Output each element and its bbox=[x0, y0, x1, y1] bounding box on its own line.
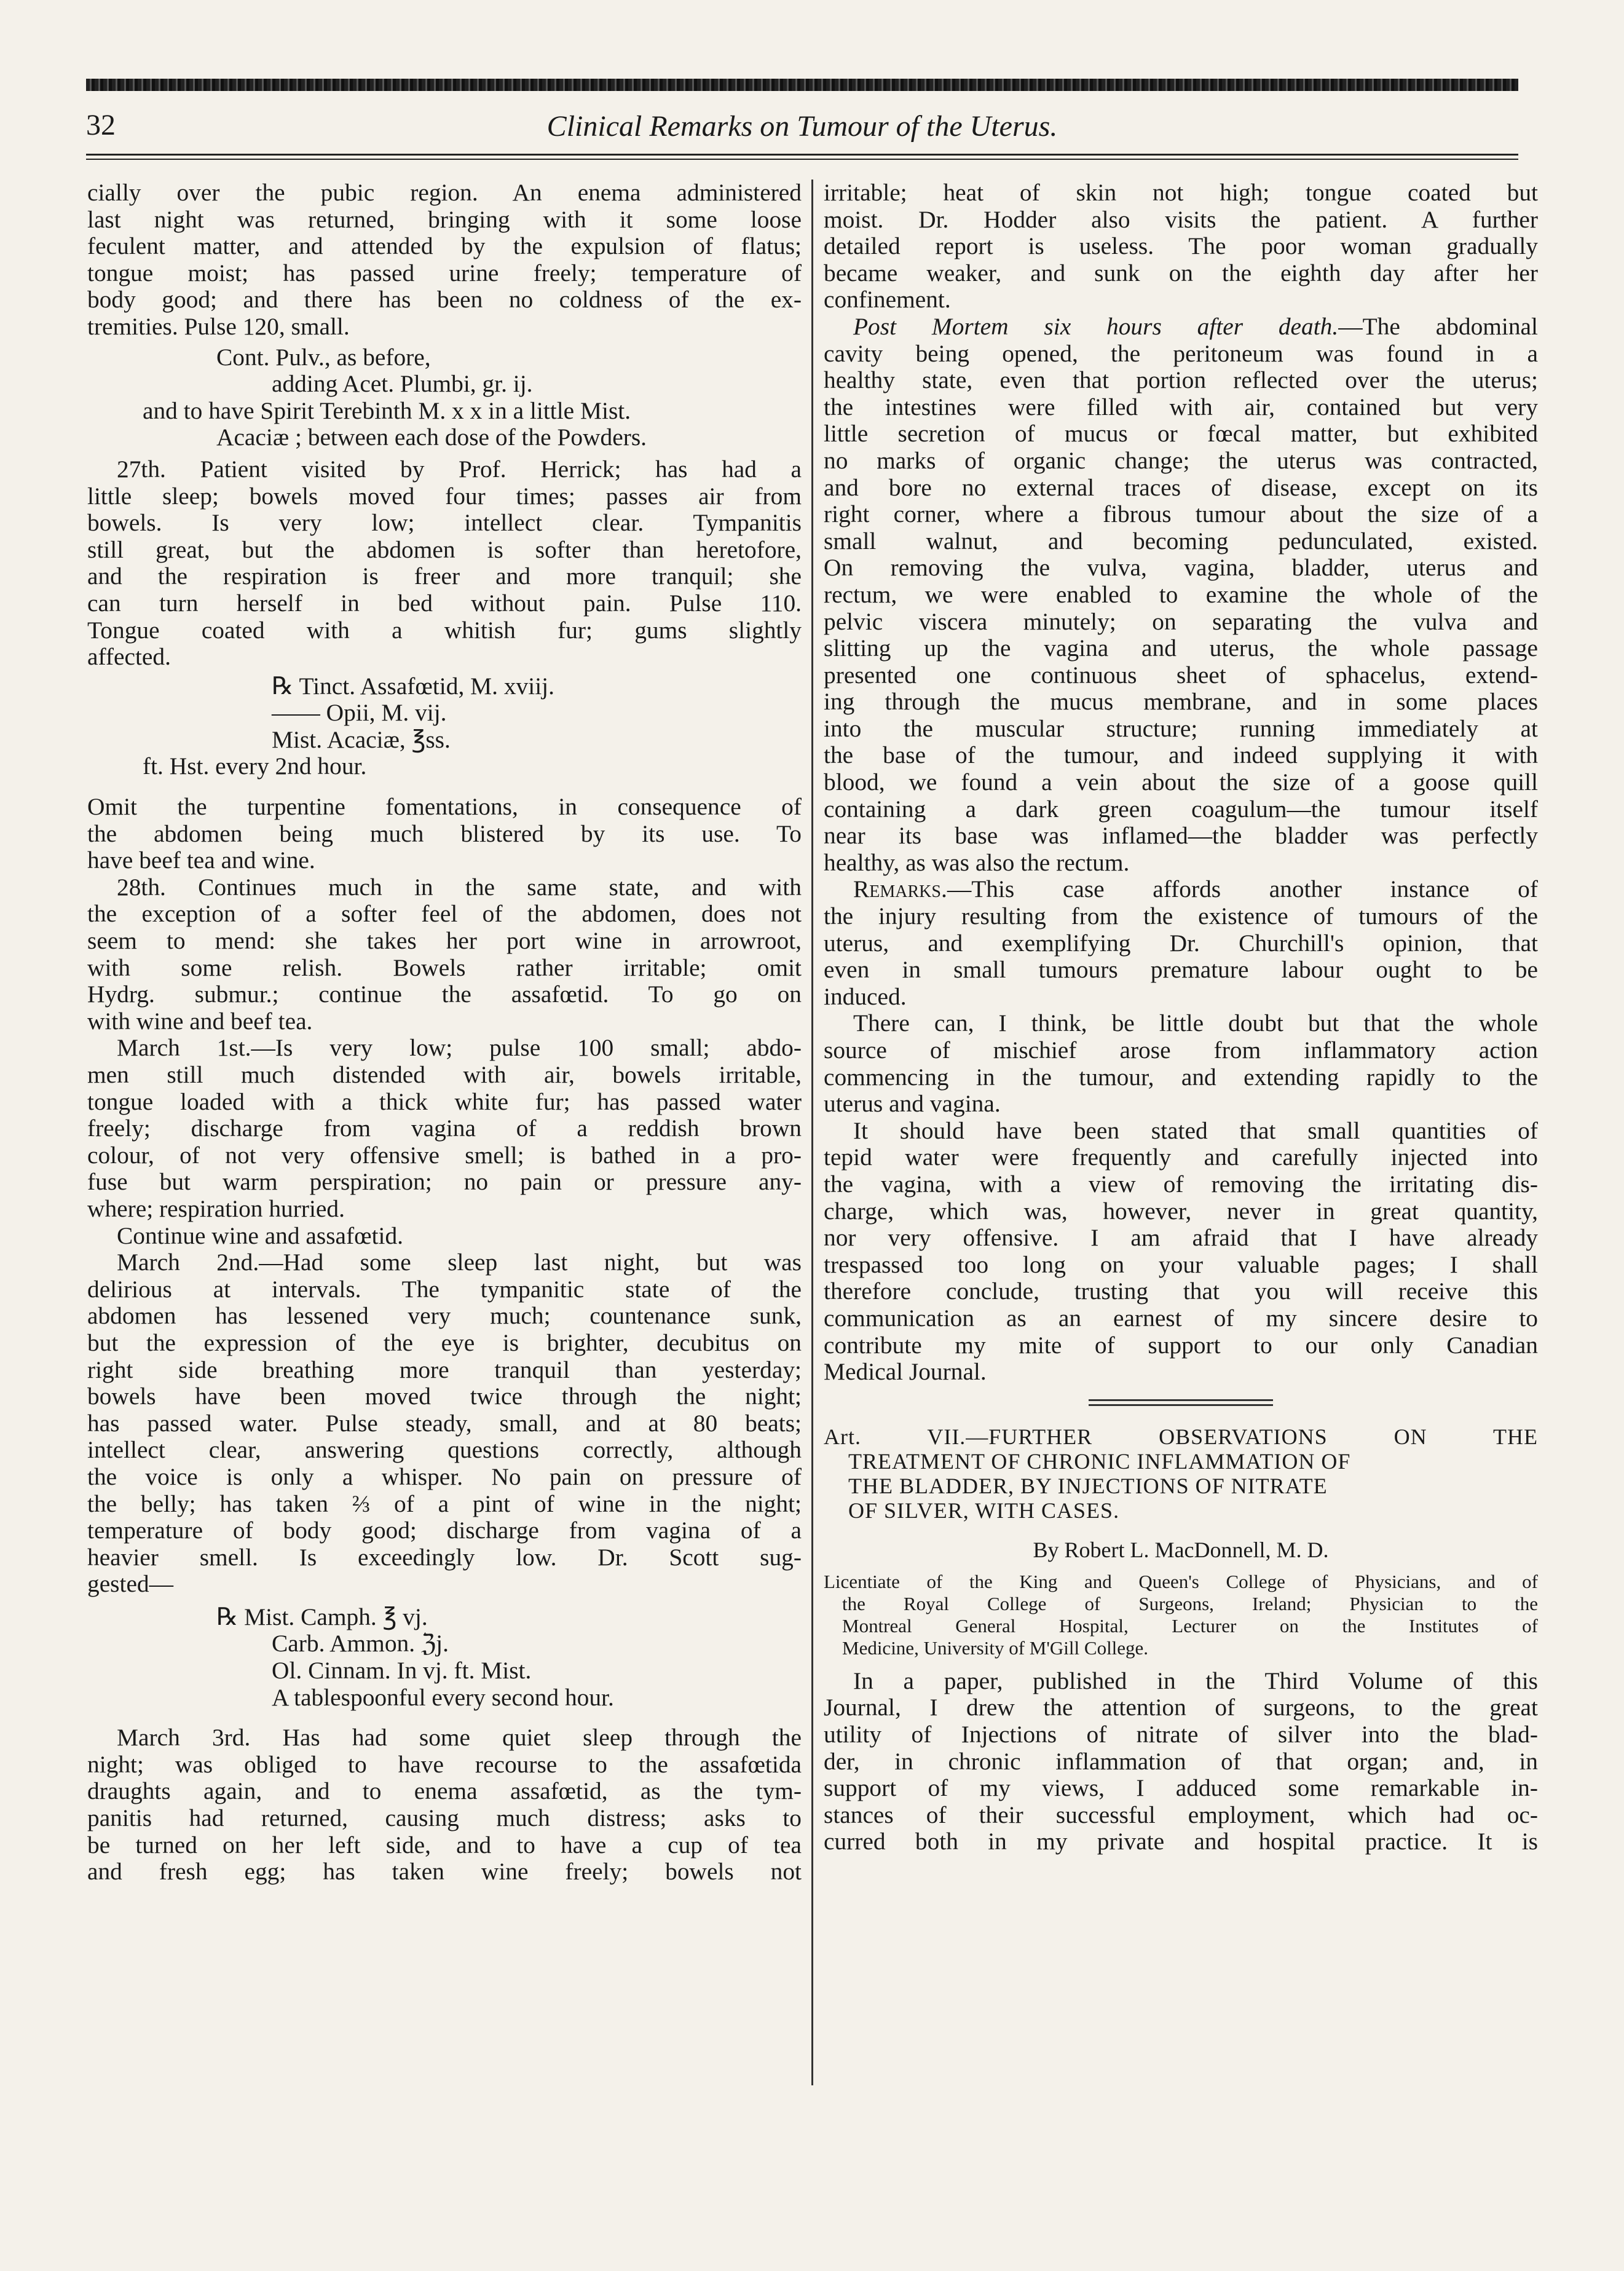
byline: By Robert L. MacDonnell, M. D. bbox=[1033, 1537, 1329, 1562]
post-mortem-label: Post Mortem six hours after death. bbox=[853, 313, 1339, 340]
paragraph-line: utility of Injections of nitrate of silver into the blad- bbox=[824, 1721, 1538, 1748]
paragraph-line: right side breathing more tranquil than yesterday; bbox=[87, 1356, 802, 1383]
article-heading-line: THE BLADDER, BY INJECTIONS OF NITRATE bbox=[848, 1473, 1328, 1498]
paragraph-line: the base of the tumour, and indeed supplying it with bbox=[824, 742, 1538, 769]
paragraph-line: and the respiration is freer and more tranquil; she bbox=[87, 563, 802, 590]
paragraph-line: little sleep; bowels moved four times; passes air from bbox=[87, 483, 802, 510]
paragraph-line: intellect clear, answering questions correctly, although bbox=[87, 1437, 802, 1464]
paragraph-line: source of mischief arose from inflammatory action bbox=[824, 1037, 1538, 1064]
paragraph-line: blood, we found a vein about the size of a goose quill bbox=[824, 769, 1538, 796]
prescription-line: Ol. Cinnam. In vj. ft. Mist. bbox=[272, 1657, 532, 1684]
paragraph-line: temperature of body good; discharge from vagina of a bbox=[87, 1517, 802, 1544]
paragraph-line: no marks of organic change; the uterus was contracted, bbox=[824, 447, 1538, 474]
prescription-line: Mist. Acaciæ, ℥ss. bbox=[272, 726, 451, 753]
paragraph-line: the injury resulting from the existence of tumours of the bbox=[824, 903, 1538, 930]
paragraph-line: be turned on her left side, and to have a cup of tea bbox=[87, 1831, 802, 1858]
paragraph-line: rectum, we were enabled to examine the whole of the bbox=[824, 581, 1538, 608]
paragraph-line: the abdomen being much blistered by its use. To bbox=[87, 820, 802, 847]
section-divider bbox=[1089, 1399, 1273, 1406]
text-line: cially over the pubic region. An enema administered bbox=[87, 180, 802, 206]
prescription-line: ℞ Tinct. Assafœtid, M. xviij. bbox=[272, 673, 554, 700]
prescription-line: —— Opii, M. vij. bbox=[272, 700, 447, 727]
paragraph-line: cavity being opened, the peritoneum was found in a bbox=[824, 340, 1538, 367]
paragraph-line: uterus, and exemplifying Dr. Churchill's opinion, that bbox=[824, 930, 1538, 957]
paragraph-line: March 2nd.—Had some sleep last night, but was bbox=[117, 1249, 802, 1276]
paragraph-line: has passed water. Pulse steady, small, and at 80 beats; bbox=[87, 1410, 802, 1437]
paragraph-line: There can, I think, be little doubt but that the whole bbox=[853, 1010, 1538, 1037]
paragraph-line: trespassed too long on your valuable pages; I shall bbox=[824, 1251, 1538, 1278]
paragraph-line: Journal, I drew the attention of surgeons, to the great bbox=[824, 1694, 1538, 1721]
paragraph-line: support of my views, I adduced some remarkable in- bbox=[824, 1775, 1538, 1802]
paragraph-line: bowels have been moved twice through the night; bbox=[87, 1383, 802, 1410]
paragraph-line: 27th. Patient visited by Prof. Herrick; has had a bbox=[117, 456, 802, 483]
paragraph-line: communication as an earnest of my sincere desire to bbox=[824, 1305, 1538, 1332]
paragraph-line: bowels. Is very low; intellect clear. Tympanitis bbox=[87, 510, 802, 537]
paragraph-line: men still much distended with air, bowels irritable, bbox=[87, 1062, 802, 1088]
text-line: last night was returned, bringing with it some loose bbox=[87, 206, 802, 233]
paragraph-line: the vagina, with a view of removing the irritating dis- bbox=[824, 1171, 1538, 1198]
paragraph-line: gested— bbox=[87, 1571, 174, 1598]
paragraph-line: tepid water were frequently and carefully injected into bbox=[824, 1144, 1538, 1171]
paragraph-line: Continue wine and assafœtid. bbox=[117, 1222, 404, 1249]
right-column bbox=[824, 180, 1538, 1855]
paragraph-line: freely; discharge from vagina of a reddish brown bbox=[87, 1115, 802, 1142]
paragraph-line: and fresh egg; has taken wine freely; bowels not bbox=[87, 1858, 802, 1886]
paragraph-line: detailed report is useless. The poor woman gradually bbox=[824, 233, 1538, 260]
paragraph-line: but the expression of the eye is brighter, decubitus on bbox=[87, 1329, 802, 1356]
paragraph-line: have beef tea and wine. bbox=[87, 847, 315, 874]
paragraph-line: Tongue coated with a whitish fur; gums slightly bbox=[87, 617, 802, 644]
page-number: 32 bbox=[86, 109, 116, 141]
paragraph-line: Medical Journal. bbox=[824, 1359, 987, 1386]
paragraph-line: seem to mend: she takes her port wine in arrowroot, bbox=[87, 928, 802, 955]
paragraph-line: can turn herself in bed without pain. Pulse 110. bbox=[87, 590, 802, 617]
paragraph-line: draughts again, and to enema assafœtid, as the tym- bbox=[87, 1778, 802, 1805]
paragraph-line: with some relish. Bowels rather irritable; omit bbox=[87, 954, 802, 981]
paragraph-text: —This case affords another instance of bbox=[947, 876, 1538, 903]
paragraph-line: near its base was inflamed—the bladder was perfectly bbox=[824, 823, 1538, 850]
paragraph-line: slitting up the vagina and uterus, the whole passage bbox=[824, 635, 1538, 662]
left-column bbox=[87, 180, 802, 1886]
prescription-line: Carb. Ammon. ℨj. bbox=[272, 1630, 449, 1657]
text-line: feculent matter, and attended by the expulsion of flatus; bbox=[87, 233, 802, 260]
paragraph-line: containing a dark green coagulum—the tumour itself bbox=[824, 796, 1538, 823]
paragraph-line: 28th. Continues much in the same state, and with bbox=[117, 874, 802, 901]
paragraph-line: stances of their successful employment, which had oc- bbox=[824, 1801, 1538, 1828]
column-divider bbox=[811, 180, 813, 2085]
paragraph-line: colour, of not very offensive smell; is bathed in a pro- bbox=[87, 1142, 802, 1169]
paragraph-line: heavier smell. Is exceedingly low. Dr. Scott sug- bbox=[87, 1544, 802, 1571]
prescription-line: ft. Hst. every 2nd hour. bbox=[143, 753, 367, 780]
paragraph-line: In a paper, published in the Third Volume of this bbox=[853, 1667, 1538, 1694]
paragraph-line: abdomen has lessened very much; countenance sunk, bbox=[87, 1303, 802, 1330]
paragraph-line bbox=[824, 314, 1538, 341]
paragraph-line: the voice is only a whisper. No pain on pressure of bbox=[87, 1463, 802, 1490]
paragraph-line: where; respiration hurried. bbox=[87, 1195, 345, 1222]
paragraph-line: right corner, where a fibrous tumour about the size of a bbox=[824, 501, 1538, 528]
prescription-line: A tablespoonful every second hour. bbox=[272, 1684, 614, 1711]
credentials-line: Montreal General Hospital, Lecturer on the Institutes of bbox=[842, 1614, 1538, 1637]
header-rule bbox=[86, 154, 1518, 156]
paragraph-line: confinement. bbox=[824, 286, 951, 314]
paragraph-line: healthy state, even that portion reflected over the uterus; bbox=[824, 367, 1538, 394]
paragraph-line: curred both in my private and hospital practice. It is bbox=[824, 1828, 1538, 1855]
paragraph-line: the intestines were filled with air, contained but very bbox=[824, 393, 1538, 421]
paragraph-line: affected. bbox=[87, 644, 171, 671]
paragraph-line: therefore conclude, trusting that you will receive this bbox=[824, 1278, 1538, 1305]
paragraph-line: even in small tumours premature labour ought to be bbox=[824, 957, 1538, 984]
paragraph-line: Hydrg. submur.; continue the assafœtid. To go on bbox=[87, 981, 802, 1008]
remarks-label: Remarks. bbox=[853, 876, 947, 903]
paragraph-line: March 3rd. Has had some quiet sleep through the bbox=[117, 1724, 802, 1752]
paragraph-line: der, in chronic inflammation of that organ; and, in bbox=[824, 1748, 1538, 1775]
prescription-line: adding Acet. Plumbi, gr. ij. bbox=[272, 371, 533, 398]
paragraph-line: uterus and vagina. bbox=[824, 1091, 1001, 1118]
paragraph-line: commencing in the tumour, and extending rapidly to the bbox=[824, 1064, 1538, 1091]
paragraph-line: presented one continuous sheet of sphacelus, extend- bbox=[824, 662, 1538, 689]
running-title: Clinical Remarks on Tumour of the Uterus. bbox=[546, 110, 1058, 143]
paragraph-line: ing through the mucus membrane, and in some places bbox=[824, 689, 1538, 716]
paragraph-line: pelvic viscera minutely; on separating the vulva and bbox=[824, 608, 1538, 635]
paragraph-line: healthy, as was also the rectum. bbox=[824, 849, 1130, 876]
paragraph-line bbox=[824, 876, 1538, 903]
prescription-line: and to have Spirit Terebinth M. x x in a little Mist. bbox=[143, 397, 631, 424]
prescription-line: Cont. Pulv., as before, bbox=[216, 344, 431, 371]
paragraph-line: panitis had returned, causing much distress; asks to bbox=[87, 1805, 802, 1832]
article-heading-line: TREATMENT OF CHRONIC INFLAMMATION OF bbox=[848, 1448, 1351, 1474]
paragraph-line: induced. bbox=[824, 983, 907, 1010]
paragraph-line: and bore no external traces of disease, except on its bbox=[824, 474, 1538, 501]
article-heading-line: Art. VII.—FURTHER OBSERVATIONS ON THE bbox=[824, 1424, 1538, 1449]
credentials-line: the Royal College of Surgeons, Ireland; Physician to the bbox=[842, 1592, 1538, 1614]
paragraph-line: moist. Dr. Hodder also visits the patient. A further bbox=[824, 206, 1538, 233]
credentials-line: Licentiate of the King and Queen's College of Physicians, and of bbox=[824, 1570, 1538, 1592]
paragraph-line: the exception of a softer feel of the abdomen, does not bbox=[87, 901, 802, 928]
paragraph-line: still great, but the abdomen is softer than heretofore, bbox=[87, 536, 802, 563]
paragraph-line: On removing the vulva, vagina, bladder, uterus and bbox=[824, 555, 1538, 582]
text-line: tremities. Pulse 120, small. bbox=[87, 313, 350, 340]
prescription-line: ℞ Mist. Camph. ℥ vj. bbox=[216, 1603, 428, 1630]
paragraph-line: became weaker, and sunk on the eighth day after her bbox=[824, 259, 1538, 286]
article-heading-line: OF SILVER, WITH CASES. bbox=[848, 1498, 1120, 1523]
header-rule-thin bbox=[86, 159, 1518, 160]
text-line: body good; and there has been no coldness of the ex- bbox=[87, 286, 802, 314]
paragraph-line: contribute my mite of support to our only Canadian bbox=[824, 1332, 1538, 1359]
paragraph-line: tongue loaded with a thick white fur; has passed water bbox=[87, 1088, 802, 1115]
paragraph-line: small walnut, and becoming pedunculated, existed. bbox=[824, 527, 1538, 555]
paragraph-line: with wine and beef tea. bbox=[87, 1008, 313, 1035]
paragraph-line: delirious at intervals. The tympanitic state of the bbox=[87, 1276, 802, 1303]
top-border-band bbox=[86, 79, 1518, 91]
paragraph-line: into the muscular structure; running immediately at bbox=[824, 715, 1538, 742]
paragraph-line: little secretion of mucus or fœcal matter, but exhibited bbox=[824, 421, 1538, 448]
paragraph-line: nor very offensive. I am afraid that I have already bbox=[824, 1225, 1538, 1252]
running-header bbox=[86, 103, 1518, 152]
text-line: tongue moist; has passed urine freely; temperature of bbox=[87, 259, 802, 286]
paragraph-line: the belly; has taken ⅔ of a pint of wine in the night; bbox=[87, 1490, 802, 1517]
paragraph-line: Omit the turpentine fomentations, in consequence of bbox=[87, 794, 802, 821]
paragraph-line: irritable; heat of skin not high; tongue coated but bbox=[824, 180, 1538, 206]
paragraph-text: —The abdominal bbox=[1338, 313, 1538, 340]
paragraph-line: charge, which was, however, never in great quantity, bbox=[824, 1198, 1538, 1225]
paragraph-line: March 1st.—Is very low; pulse 100 small; abdo- bbox=[117, 1035, 802, 1062]
paragraph-line: night; was obliged to have recourse to the assafœtida bbox=[87, 1751, 802, 1778]
paragraph-line: fuse but warm perspiration; no pain or pressure any- bbox=[87, 1169, 802, 1196]
credentials-line: Medicine, University of M'Gill College. bbox=[842, 1637, 1149, 1659]
prescription-line: Acaciæ ; between each dose of the Powders. bbox=[216, 424, 647, 451]
paragraph-line: It should have been stated that small quantities of bbox=[853, 1117, 1538, 1144]
